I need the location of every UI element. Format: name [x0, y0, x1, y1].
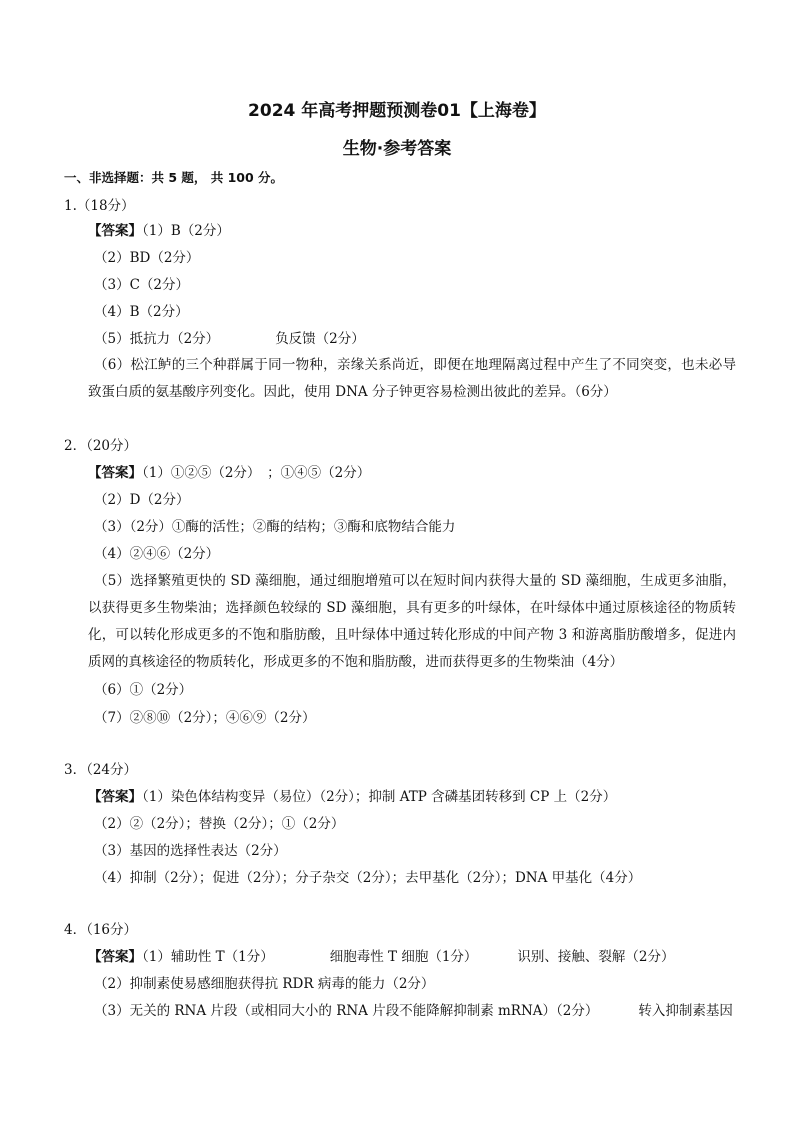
q1-a1-text: （1）B（2分）: [142, 223, 230, 239]
q4-answer-2: （2）抑制素使易感细胞获得抗 RDR 病毒的能力（2分）: [94, 976, 435, 992]
q2-answer-4: （4）②④⑥（2分）: [94, 546, 220, 562]
q4-heading: 4．（16分）: [64, 922, 138, 938]
q3-answer-3: （3）基因的选择性表达（2分）: [94, 843, 287, 859]
q2-answer-7: （7）②⑧⑩（2分）；④⑥⑨（2分）: [94, 710, 316, 726]
q3-answer-2: （2）②（2分）；替换（2分）；①（2分）: [94, 816, 345, 832]
q1-answer-1: [88, 221, 230, 241]
q2-answer-6: （6）①（2分）: [94, 682, 193, 698]
page-subtitle: 生物·参考答案: [342, 139, 452, 159]
q3-answer-1: [88, 787, 616, 807]
q3-answer-4: （4）抑制（2分）；促进（2分）；分子杂交（2分）；去甲基化（2分）；DNA 甲基化（4分）: [94, 870, 642, 886]
q2-answer-5: （5）选择繁殖更快的 SD 藻细胞，通过细胞增殖可以在短时间内获得大量的 SD 藻细胞，生成更多油脂，以获得更多生物柴油；选择颜色较绿的 SD 藻细胞，具有更多的叶绿体，在叶绿体中通过原核途径的物质转化，可以转化形成更多的不饱和脂肪酸，且叶绿体中通过转化形成的中间产物 3 和游离脂肪酸增多，促进内质网的真核途径的物质转化，形成更多的不饱和脂肪酸，进而获得更多的生物柴油（4分）: [88, 573, 736, 670]
q1-a5-part-b: 负反馈（2分）: [275, 331, 365, 347]
q1-a5-part-a: （5）抵抗力（2分）: [94, 331, 220, 347]
section-heading: 一、非选择题：共 5 题， 共 100 分。: [64, 170, 284, 185]
answer-tag: 【答案】: [88, 789, 142, 805]
q2-answer-1: [88, 463, 370, 483]
page-title: 2024 年高考押题预测卷01【上海卷】: [248, 101, 546, 121]
q4-a1-part-a: （1）辅助性 T（1分）: [142, 949, 274, 965]
q4-a3-part-b: 转入抑制素基因: [638, 1003, 733, 1019]
q1-answer-6: （6）松江鲈的三个种群属于同一物种，亲缘关系尚近，即便在地理隔离过程中产生了不同突变，也未必导致蛋白质的氨基酸序列变化。因此，使用 DNA 分子钟更容易检测出彼此的差异。（6分）: [88, 357, 736, 400]
answer-tag: 【答案】: [88, 465, 142, 481]
q3-a1-text: （1）染色体结构变异（易位）（2分）；抑制 ATP 含磷基团转移到 CP 上（2分）: [142, 789, 617, 805]
q4-a3-part-a: （3）无关的 RNA 片段（或相同大小的 RNA 片段不能降解抑制素 mRNA）（2分）: [94, 1003, 599, 1019]
q4-answer-3: [94, 1001, 733, 1021]
q4-a1-part-c: 识别、接触、裂解（2分）: [517, 949, 675, 965]
q4-answer-1: [88, 947, 675, 967]
q2-a1-text: （1）①②⑤（2分） ；①④⑤（2分）: [142, 465, 371, 481]
answer-tag: 【答案】: [88, 949, 142, 965]
answer-tag: 【答案】: [88, 223, 142, 239]
q1-answer-2: （2）BD（2分）: [94, 250, 200, 266]
q1-answer-4: （4）B（2分）: [94, 304, 189, 320]
q4-a1-part-b: 细胞毒性 T 细胞（1分）: [329, 949, 478, 965]
q2-answer-2: （2）D（2分）: [94, 492, 190, 508]
q3-heading: 3．（24分）: [64, 762, 138, 778]
q2-heading: 2．（20分）: [64, 438, 138, 454]
q2-answer-3: （3）（2分）①酶的活性；②酶的结构；③酶和底物结合能力: [94, 519, 456, 535]
q1-answer-3: （3）C（2分）: [94, 277, 190, 293]
q1-heading: 1.（18分）: [64, 198, 135, 214]
q1-answer-5: [94, 329, 365, 349]
